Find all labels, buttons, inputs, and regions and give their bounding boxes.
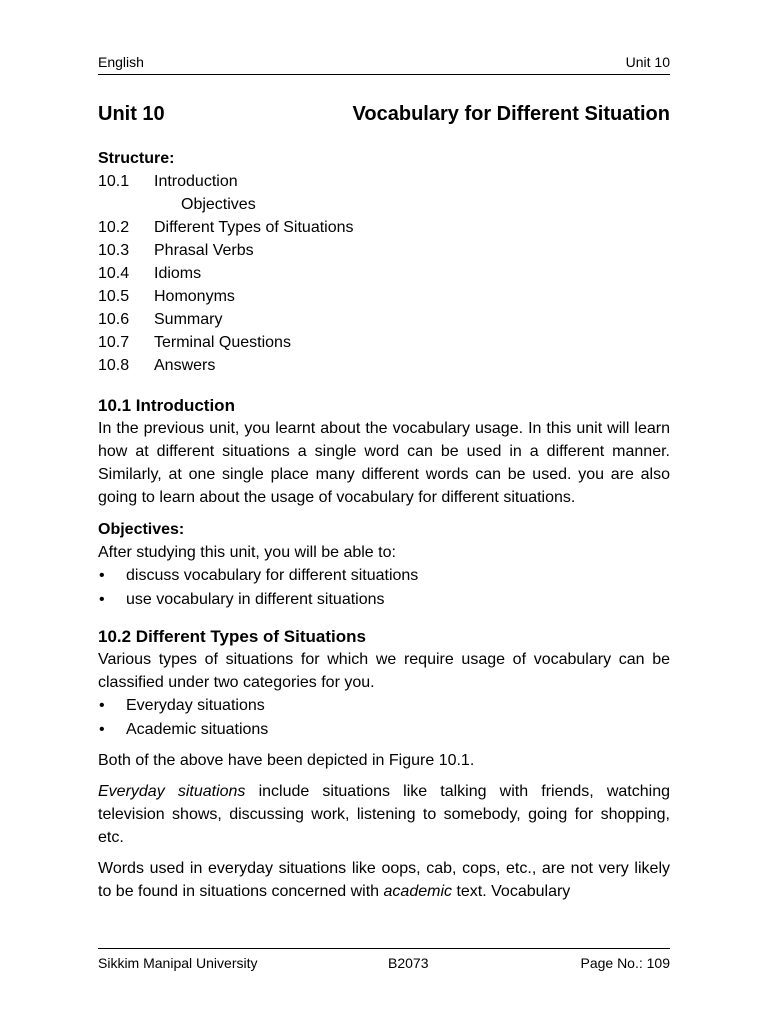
spacer <box>98 377 670 394</box>
list-item <box>98 694 670 718</box>
everyday-words-text: Words used in everyday situations like oops, cab, cops, etc., are not very likely to be found in situations concerned with <box>98 860 670 900</box>
header-unit: Unit 10 <box>625 54 670 70</box>
everyday-words-paragraph <box>98 857 670 903</box>
structure-item-number: 10.4 <box>98 265 130 282</box>
section-heading-situations: 10.2 Different Types of Situations <box>98 627 366 646</box>
structure-list <box>98 170 670 377</box>
everyday-situations-term: Everyday situations <box>98 783 246 800</box>
list-item-text: discuss vocabulary for different situations <box>126 567 419 584</box>
structure-item-number: 10.1 <box>98 173 130 190</box>
footer-course-code: B2073 <box>388 955 429 971</box>
spacer <box>98 509 670 518</box>
everyday-situations-text: include situations like talking with friends, watching television shows, discussing work, listening to somebody, going for shopping, etc. <box>98 783 671 846</box>
spacer <box>98 611 670 625</box>
spacer <box>98 772 670 780</box>
academic-term: academic <box>383 883 452 900</box>
everyday-words-text-end: text. Vocabulary <box>452 883 571 900</box>
structure-item-number: 10.5 <box>98 288 130 305</box>
list-item <box>98 718 670 742</box>
section-heading-introduction: 10.1 Introduction <box>98 396 235 415</box>
bullet-icon: • <box>99 590 105 608</box>
footer-rule <box>98 948 670 949</box>
list-item <box>98 564 670 588</box>
document-page <box>98 0 670 1024</box>
structure-item <box>98 193 670 216</box>
page-footer <box>98 952 670 974</box>
structure-item-number: 10.2 <box>98 219 130 236</box>
figure-reference-paragraph: Both of the above have been depicted in Figure 10.1. <box>98 752 475 769</box>
structure-item-label: Homonyms <box>154 288 235 305</box>
structure-heading: Structure: <box>98 150 175 167</box>
running-header <box>98 52 670 72</box>
objectives-heading: Objectives: <box>98 521 185 538</box>
situations-list <box>98 694 670 741</box>
structure-item <box>98 354 670 377</box>
structure-item-label: Idioms <box>154 265 202 282</box>
objectives-list <box>98 564 670 611</box>
bullet-icon: • <box>99 697 105 714</box>
structure-item-label: Summary <box>154 311 223 328</box>
structure-item-label: Introduction <box>154 173 238 190</box>
unit-name: Vocabulary for Different Situation <box>352 103 670 125</box>
structure-item <box>98 239 670 262</box>
everyday-situations-paragraph <box>98 780 670 849</box>
bullet-icon: • <box>99 720 105 738</box>
introduction-paragraph: In the previous unit, you learnt about the vocabulary usage. In this unit will learn how at different situations a single word can be used in a different manner. Similarly, at one single place many different words can be used. you are also going to learn about the usage of vocabulary for different situations. <box>98 420 670 506</box>
structure-item-number: 10.8 <box>98 357 130 374</box>
structure-item-label: Phrasal Verbs <box>154 242 254 259</box>
unit-title <box>98 101 670 127</box>
structure-item-number: 10.6 <box>98 311 130 328</box>
structure-item <box>98 331 670 354</box>
objectives-lead: After studying this unit, you will be able to: <box>98 544 396 561</box>
structure-item <box>98 216 670 239</box>
structure-item <box>98 262 670 285</box>
footer-university: Sikkim Manipal University <box>98 955 258 971</box>
header-rule <box>98 74 670 75</box>
structure-item-label: Answers <box>154 357 216 374</box>
structure-item <box>98 308 670 331</box>
unit-number: Unit 10 <box>98 103 165 125</box>
structure-item <box>98 170 670 193</box>
list-item <box>98 588 670 612</box>
structure-item-label: Different Types of Situations <box>154 219 354 236</box>
list-item-text: use vocabulary in different situations <box>126 590 385 608</box>
spacer <box>98 741 670 749</box>
list-item-text: Academic situations <box>126 720 269 738</box>
structure-item-number: 10.7 <box>98 334 130 351</box>
list-item-text: Everyday situations <box>126 697 265 714</box>
bullet-icon: • <box>99 567 105 584</box>
header-subject: English <box>98 54 144 70</box>
structure-item-number: 10.3 <box>98 242 130 259</box>
spacer <box>98 849 670 857</box>
situations-paragraph: Various types of situations for which we require usage of vocabulary can be classified under two categories for you. <box>98 651 670 691</box>
structure-item-label: Objectives <box>181 196 256 213</box>
structure-item-label: Terminal Questions <box>154 334 291 351</box>
footer-page-number: Page No.: 109 <box>580 955 670 971</box>
body-content <box>98 147 670 903</box>
structure-item <box>98 285 670 308</box>
